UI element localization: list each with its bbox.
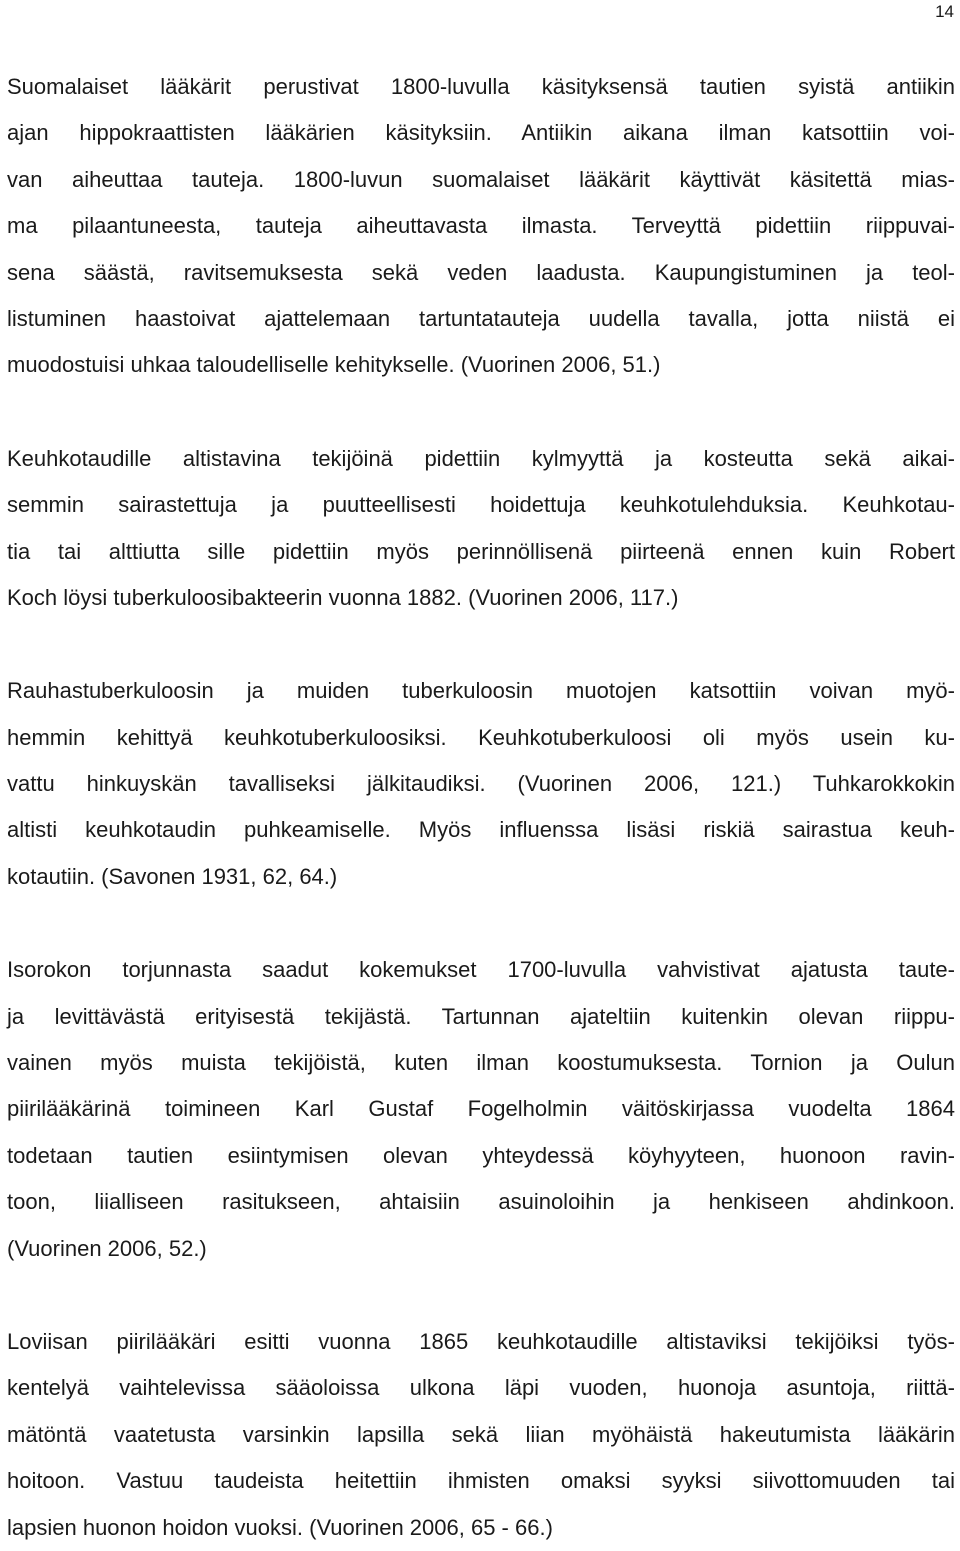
text-line: Isorokon torjunnasta saadut kokemukset 1700-luvulla vahvistivat ajatusta taute- xyxy=(7,957,955,983)
text-line: Koch löysi tuberkuloosibakteerin vuonna 1882. (Vuorinen 2006, 117.) xyxy=(7,584,679,610)
paragraph xyxy=(7,1319,955,1551)
text-line: altisti keuhkotaudin puhkeamiselle. Myös influenssa lisäsi riskiä sairastua keuh- xyxy=(7,817,955,843)
paragraph xyxy=(7,436,955,622)
text-line: ja levittävästä erityisestä tekijästä. Tartunnan ajateltiin kuitenkin olevan riippu- xyxy=(7,1003,955,1029)
text-line: todetaan tautien esiintymisen olevan yhteydessä köyhyyteen, huonoon ravin- xyxy=(7,1142,955,1168)
paragraph xyxy=(7,668,955,900)
text-line: kentelyä vaihtelevissa sääoloissa ulkona läpi vuoden, huonoja asuntoja, riittä- xyxy=(7,1375,955,1401)
text-line: muodostuisi uhkaa taloudelliselle kehitykselle. (Vuorinen 2006, 51.) xyxy=(7,352,661,378)
text-line: ajan hippokraattisten lääkärien käsityksiin. Antiikin aikana ilman katsottiin voi- xyxy=(7,120,955,146)
paragraph xyxy=(7,64,955,389)
text-line: hemmin kehittyä keuhkotuberkuloosiksi. Keuhkotuberkuloosi oli myös usein ku- xyxy=(7,724,955,750)
text-line: toon, liialliseen rasitukseen, ahtaisiin asuinoloihin ja henkiseen ahdinkoon. xyxy=(7,1189,955,1215)
text-line: kotautiin. (Savonen 1931, 62, 64.) xyxy=(7,863,338,889)
text-line: ma pilaantuneesta, tauteja aiheuttavasta ilmasta. Terveyttä pidettiin riippuvai- xyxy=(7,213,955,239)
paragraph xyxy=(7,947,955,1272)
text-line: vainen myös muista tekijöistä, kuten ilman koostumuksesta. Tornion ja Oulun xyxy=(7,1050,955,1076)
text-line: Loviisan piirilääkäri esitti vuonna 1865 keuhkotaudille altistaviksi tekijöiksi työs- xyxy=(7,1328,955,1354)
body-text xyxy=(7,64,955,1551)
text-line: van aiheuttaa tauteja. 1800-luvun suomalaiset lääkärit käyttivät käsitettä mias- xyxy=(7,166,955,192)
text-line: piirilääkärinä toimineen Karl Gustaf Fogelholmin väitöskirjassa vuodelta 1864 xyxy=(7,1096,955,1122)
text-line: (Vuorinen 2006, 52.) xyxy=(7,1235,207,1261)
text-line: hoitoon. Vastuu taudeista heitettiin ihmisten omaksi syyksi siivottomuuden tai xyxy=(7,1468,955,1494)
text-line: vattu hinkuyskän tavalliseksi jälkitaudiksi. (Vuorinen 2006, 121.) Tuhkarokkokin xyxy=(7,771,955,797)
text-line: lapsien huonon hoidon vuoksi. (Vuorinen 2006, 65 - 66.) xyxy=(7,1514,553,1540)
text-line: tia tai alttiutta sille pidettiin myös perinnöllisenä piirteenä ennen kuin Robert xyxy=(7,538,955,564)
text-line: Suomalaiset lääkärit perustivat 1800-luvulla käsityksensä tautien syistä antiikin xyxy=(7,74,955,99)
text-line: Keuhkotaudille altistavina tekijöinä pidettiin kylmyyttä ja kosteutta sekä aikai- xyxy=(7,445,955,471)
page-number: 14 xyxy=(935,2,954,21)
text-line: listuminen haastoivat ajattelemaan tartuntatauteja uudella tavalla, jotta niistä ei xyxy=(7,305,955,331)
text-line: Rauhastuberkuloosin ja muiden tuberkuloosin muotojen katsottiin voivan myö- xyxy=(7,678,955,704)
text-line: mätöntä vaatetusta varsinkin lapsilla sekä liian myöhäistä hakeutumista lääkärin xyxy=(7,1421,955,1447)
text-line: sena säästä, ravitsemuksesta sekä veden laadusta. Kaupungistuminen ja teol- xyxy=(7,259,955,285)
text-line: semmin sairastettuja ja puutteellisesti hoidettuja keuhkotulehduksia. Keuhkotau- xyxy=(7,492,955,518)
